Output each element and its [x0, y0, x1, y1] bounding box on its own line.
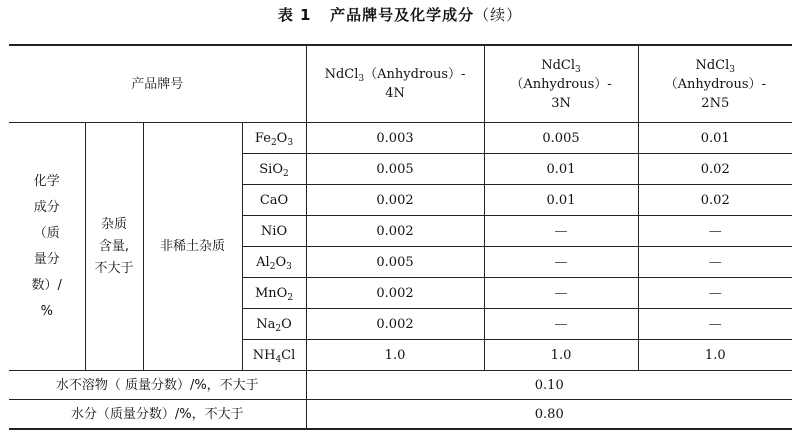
label-line: 成分	[33, 199, 60, 215]
footer-value: 0.10	[306, 371, 792, 400]
non-rare-earth-impurity-label: 非稀土杂质	[143, 123, 242, 371]
cell-value: 0.005	[306, 247, 484, 278]
product-grade-header: 产品牌号	[9, 45, 306, 123]
grade-formula: NdCl$_3$	[695, 57, 736, 75]
label-line: 含量,	[98, 238, 130, 254]
grade-header-3n: NdCl$_3$ （Anhydrous）- 3N	[484, 45, 638, 123]
label-line: 量分	[33, 251, 60, 267]
cell-value: —	[638, 247, 792, 278]
label-line: %	[40, 303, 53, 319]
cell-value: —	[638, 309, 792, 340]
cell-value: 0.01	[638, 123, 792, 154]
cell-value: 0.01	[484, 154, 638, 185]
label-line: 化学	[33, 173, 60, 189]
impurity-element: CaO	[242, 185, 306, 216]
footer-row	[9, 400, 792, 430]
impurity-element: $Al_2O_3$	[242, 247, 306, 278]
cell-value: 0.005	[484, 123, 638, 154]
footer-value: 0.80	[306, 400, 792, 430]
cell-value: 0.01	[484, 185, 638, 216]
cell-value: 0.02	[638, 154, 792, 185]
table-caption	[0, 4, 800, 25]
footer-label: 水分（质量分数）/%，不大于	[9, 400, 306, 430]
impurity-element: SiO$_2$	[242, 154, 306, 185]
footer-label: 水不溶物（ 质量分数）/%，不大于	[9, 371, 306, 400]
cell-value: —	[638, 216, 792, 247]
cell-value: —	[484, 216, 638, 247]
cell-value: 0.002	[306, 278, 484, 309]
label-line: （质	[33, 225, 60, 241]
cell-value: —	[484, 247, 638, 278]
impurity-element: $Fe_2O_3$	[242, 123, 306, 154]
caption-title: 产品牌号及化学成分	[330, 6, 475, 24]
table-row	[9, 123, 792, 154]
cell-value: 1.0	[484, 340, 638, 371]
cell-value: 1.0	[306, 340, 484, 371]
cell-value: 0.002	[306, 216, 484, 247]
cell-value: 1.0	[638, 340, 792, 371]
caption-label: 表 1	[277, 6, 312, 24]
header-row	[9, 45, 792, 123]
caption-continued: （续）	[474, 6, 523, 24]
impurity-element: $Na_2O$	[242, 309, 306, 340]
grade-formula: NdCl$_3$	[324, 67, 365, 84]
impurity-element: $NH_4Cl$	[242, 340, 306, 371]
cell-value: 0.002	[306, 185, 484, 216]
impurity-content-label	[85, 123, 143, 371]
cell-value: 0.005	[306, 154, 484, 185]
label-line: 不大于	[94, 260, 134, 276]
impurity-element: MnO$_2$	[242, 278, 306, 309]
grade-formula: NdCl$_3$	[541, 57, 581, 75]
composition-table	[9, 44, 792, 430]
grade-header-4n: NdCl$_3$（Anhydrous）- 4N	[306, 45, 484, 123]
grade-header-2n5: NdCl$_3$ （Anhydrous）- 2N5	[638, 45, 792, 123]
footer-row	[9, 371, 792, 400]
cell-value: —	[484, 309, 638, 340]
cell-value: 0.002	[306, 309, 484, 340]
cell-value: —	[484, 278, 638, 309]
cell-value: 0.003	[306, 123, 484, 154]
chemical-composition-label	[9, 123, 85, 371]
cell-value: 0.02	[638, 185, 792, 216]
label-line: 数）/	[31, 277, 62, 293]
impurity-element: NiO	[242, 216, 306, 247]
cell-value: —	[638, 278, 792, 309]
label-line: 杂质	[100, 216, 127, 232]
